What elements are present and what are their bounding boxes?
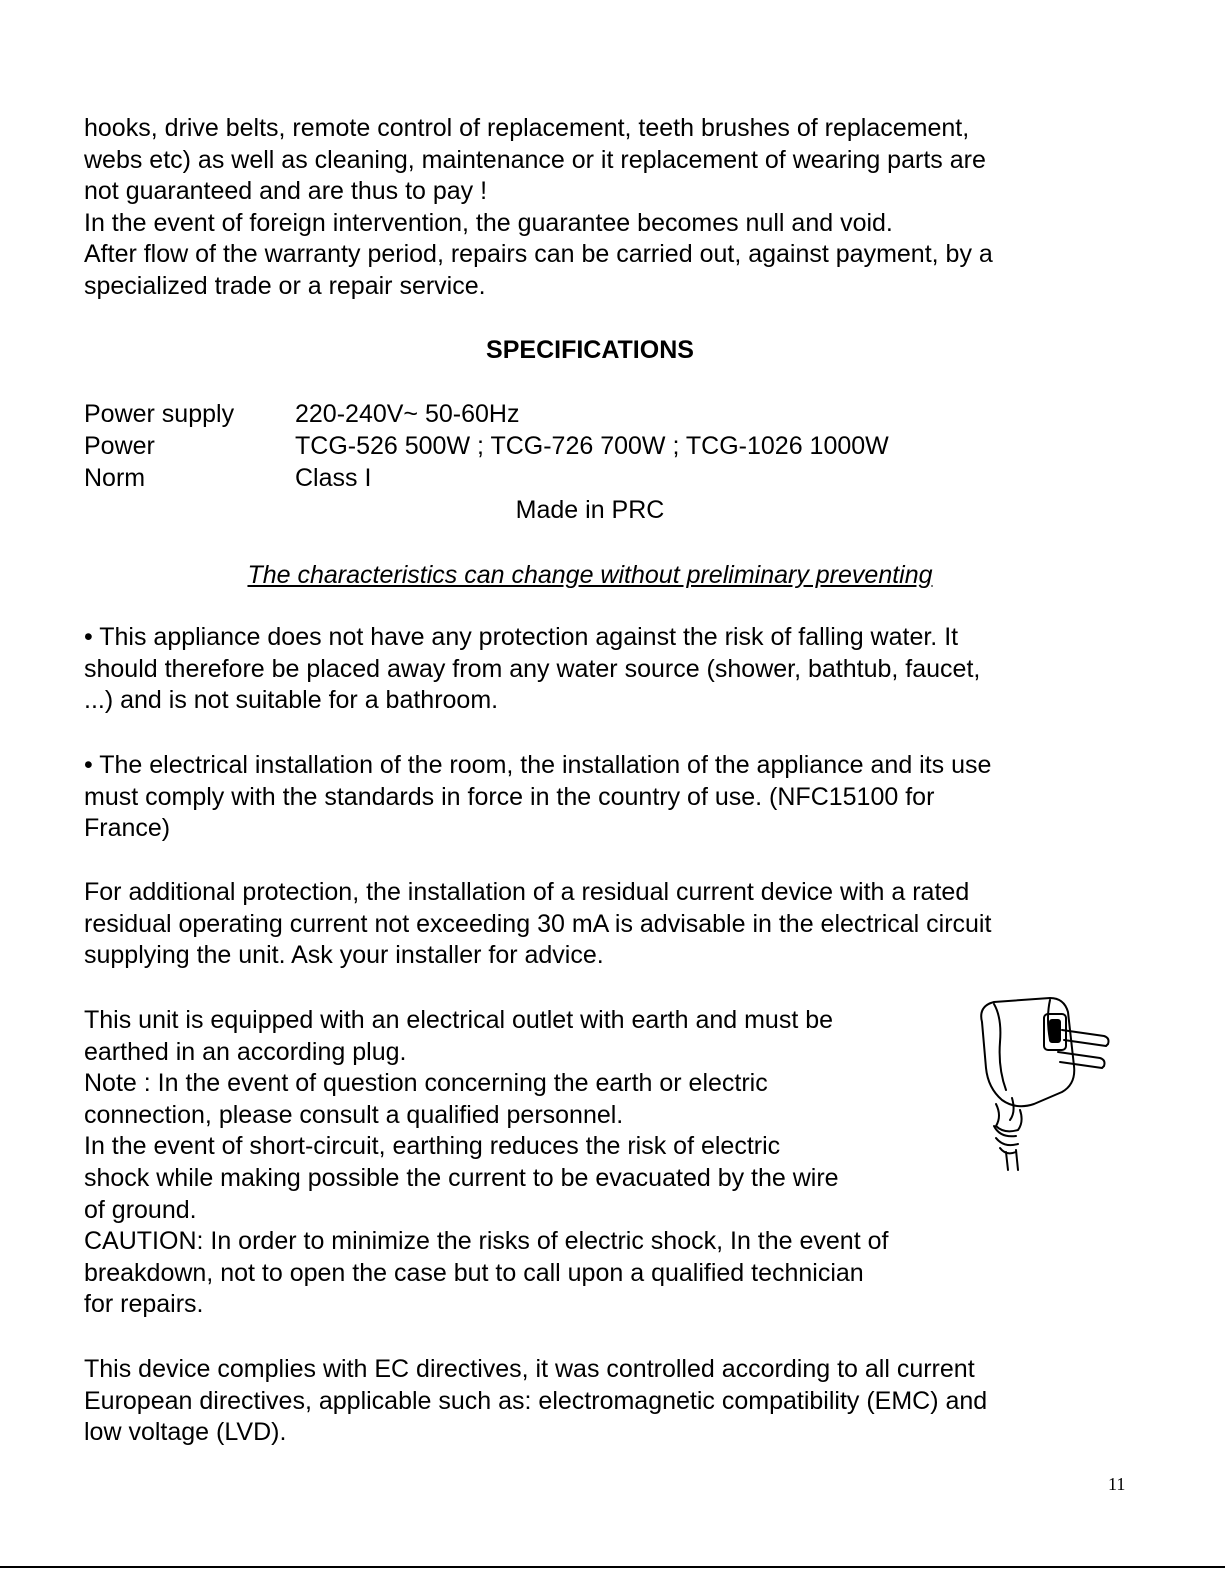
text-line: CAUTION: In order to minimize the risks of electric shock, In the event of <box>84 1227 889 1256</box>
text-line: ...) and is not suitable for a bathroom. <box>84 686 499 715</box>
spec-value: 220-240V~ 50-60Hz <box>295 400 520 428</box>
spec-value: Class I <box>295 464 372 492</box>
spec-label: Power <box>84 432 155 460</box>
specifications-table <box>84 398 889 494</box>
text-line: for repairs. <box>84 1290 204 1319</box>
spec-label: Power supply <box>84 400 235 428</box>
text-line: specialized trade or a repair service. <box>84 271 486 300</box>
text-line: residual operating current not exceeding 30 mA is advisable in the electrical circuit <box>84 909 992 938</box>
spec-row-power <box>84 430 889 462</box>
text-line: of ground. <box>84 1195 197 1224</box>
spec-label: Norm <box>84 464 146 492</box>
text-line: webs etc) as well as cleaning, maintenance or it replacement of wearing parts are <box>84 145 986 174</box>
page-number: 11 <box>1108 1474 1126 1494</box>
plug-icon <box>972 992 1120 1174</box>
electrical-installation-paragraph <box>84 750 991 845</box>
spec-row-norm <box>84 462 889 494</box>
text-line: earthed in an according plug. <box>84 1037 407 1066</box>
water-warning-paragraph <box>84 622 980 717</box>
text-line: • This appliance does not have any protection against the risk of falling water. It <box>84 623 959 651</box>
text-line: not guaranteed and are thus to pay ! <box>84 177 488 206</box>
spec-value: TCG-526 500W ; TCG-726 700W ; TCG-1026 1000W <box>295 432 889 460</box>
rcd-paragraph <box>84 877 991 972</box>
text-line: shock while making possible the current to be evacuated by the wire <box>84 1163 839 1192</box>
made-in-label: Made in PRC <box>515 496 665 524</box>
text-line: breakdown, not to open the case but to call upon a qualified technician <box>84 1258 864 1287</box>
text-line: France) <box>84 814 171 843</box>
text-line: • The electrical installation of the room, the installation of the appliance and its use <box>84 751 992 779</box>
warranty-paragraph <box>84 113 993 303</box>
text-line: low voltage (LVD). <box>84 1418 287 1447</box>
text-line: should therefore be placed away from any water source (shower, bathtub, faucet, <box>84 654 981 683</box>
page-bottom-border <box>0 1566 1225 1568</box>
text-line: This unit is equipped with an electrical outlet with earth and must be <box>84 1006 834 1034</box>
text-line: must comply with the standards in force in the country of use. (NFC15100 for <box>84 782 935 811</box>
text-line: This device complies with EC directives, it was controlled according to all current <box>84 1355 975 1383</box>
text-line: supplying the unit. Ask your installer for advice. <box>84 941 604 970</box>
text-line: Note : In the event of question concerning the earth or electric <box>84 1069 768 1098</box>
ec-compliance-paragraph <box>84 1354 987 1449</box>
spec-row-power-supply <box>84 398 889 430</box>
text-line: In the event of foreign intervention, the guarantee becomes null and void. <box>84 208 893 237</box>
text-line: In the event of short-circuit, earthing reduces the risk of electric <box>84 1132 781 1161</box>
text-line: hooks, drive belts, remote control of replacement, teeth brushes of replacement, <box>84 114 970 142</box>
text-line: connection, please consult a qualified personnel. <box>84 1100 624 1129</box>
specifications-heading: SPECIFICATIONS <box>486 336 694 364</box>
text-line: After flow of the warranty period, repairs can be carried out, against payment, by a <box>84 240 993 269</box>
earth-paragraph <box>84 1005 888 1321</box>
text-line: For additional protection, the installation of a residual current device with a rated <box>84 878 970 906</box>
text-line: European directives, applicable such as: electromagnetic compatibility (EMC) and <box>84 1386 988 1415</box>
characteristics-notice: The characteristics can change without preliminary preventing <box>247 561 933 589</box>
